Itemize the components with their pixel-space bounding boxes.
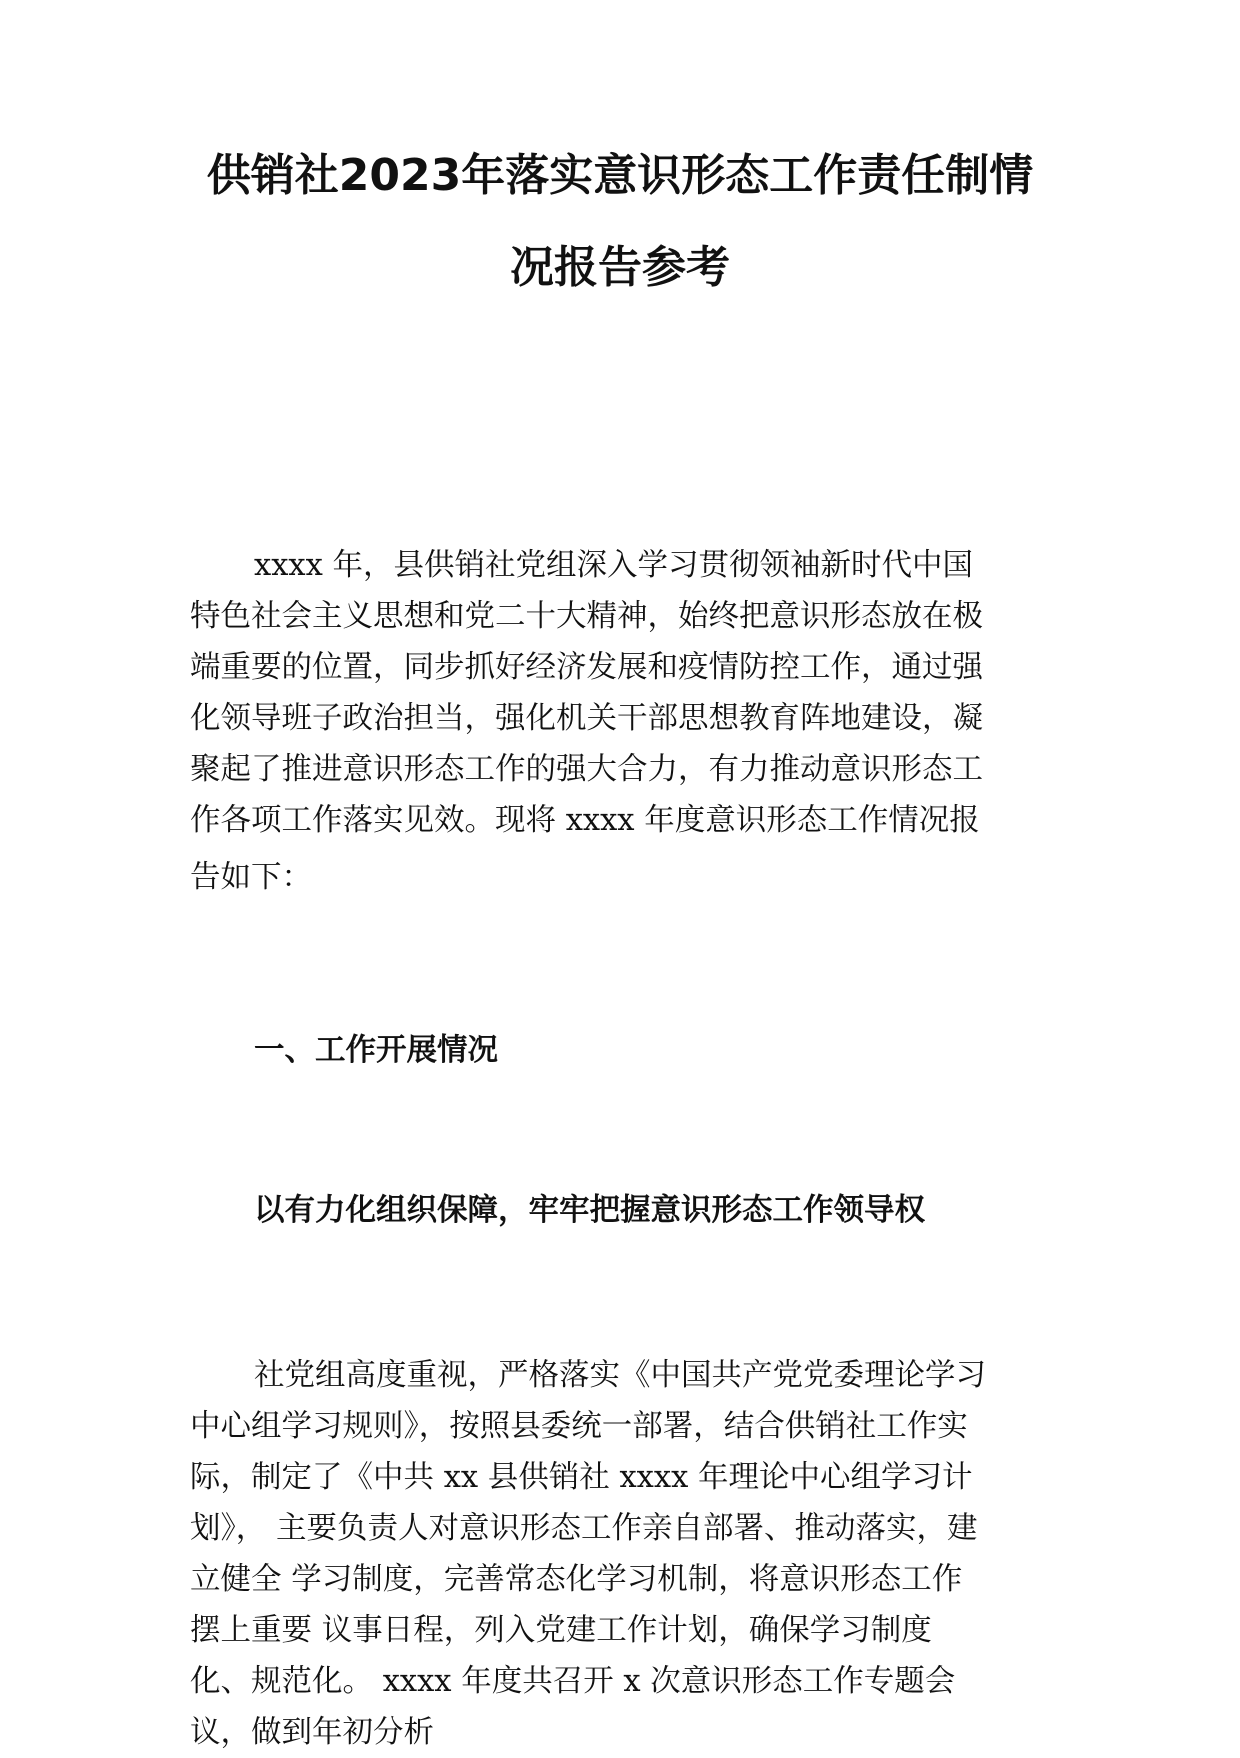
body-line: 际，制定了《中共 xx 县供销社 xxxx 年理论中心组学习计: [190, 1460, 973, 1495]
section-heading: 一、工作开展情况: [254, 1032, 498, 1068]
document-title-line-2: 况报告参考: [510, 242, 730, 293]
body-line: 摆上重要 议事日程，列入党建工作计划，确保学习制度: [190, 1613, 932, 1648]
intro-line: 告如下：: [190, 860, 312, 895]
body-line: 中心组学习规则》，按照县委统一部署，结合供销社工作实: [190, 1409, 968, 1444]
intro-line: xxxx 年，县供销社党组深入学习贯彻领袖新时代中国: [254, 548, 973, 583]
body-line: 社党组高度重视，严格落实《中国共产党党委理论学习: [254, 1358, 986, 1393]
intro-line: 化领导班子政治担当，强化机关干部思想教育阵地建设，凝: [190, 701, 983, 736]
body-line: 划》， 主要负责人对意识形态工作亲自部署、推动落实，建: [190, 1511, 978, 1546]
intro-line: 端重要的位置，同步抓好经济发展和疫情防控工作，通过强: [190, 650, 983, 685]
intro-line: 作各项工作落实见效。现将 xxxx 年度意识形态工作情况报: [190, 803, 980, 838]
intro-line: 特色社会主义思想和党二十大精神，始终把意识形态放在极: [190, 599, 983, 634]
body-line: 议，做到年初分析: [190, 1715, 434, 1750]
document-title-line-1: 供销社2023年落实意识形态工作责任制情: [206, 150, 1034, 201]
body-line: 化、规范化。 xxxx 年度共召开 x 次意识形态工作专题会: [190, 1664, 956, 1699]
intro-line: 聚起了推进意识形态工作的强大合力，有力推动意识形态工: [190, 752, 983, 787]
body-paragraph: [190, 1350, 1060, 1758]
body-line: 立健全 学习制度，完善常态化学习机制，将意识形态工作: [190, 1562, 963, 1597]
subsection-heading: 以有力化组织保障，牢牢把握意识形态工作领导权: [254, 1192, 925, 1228]
intro-paragraph: [190, 540, 1060, 903]
